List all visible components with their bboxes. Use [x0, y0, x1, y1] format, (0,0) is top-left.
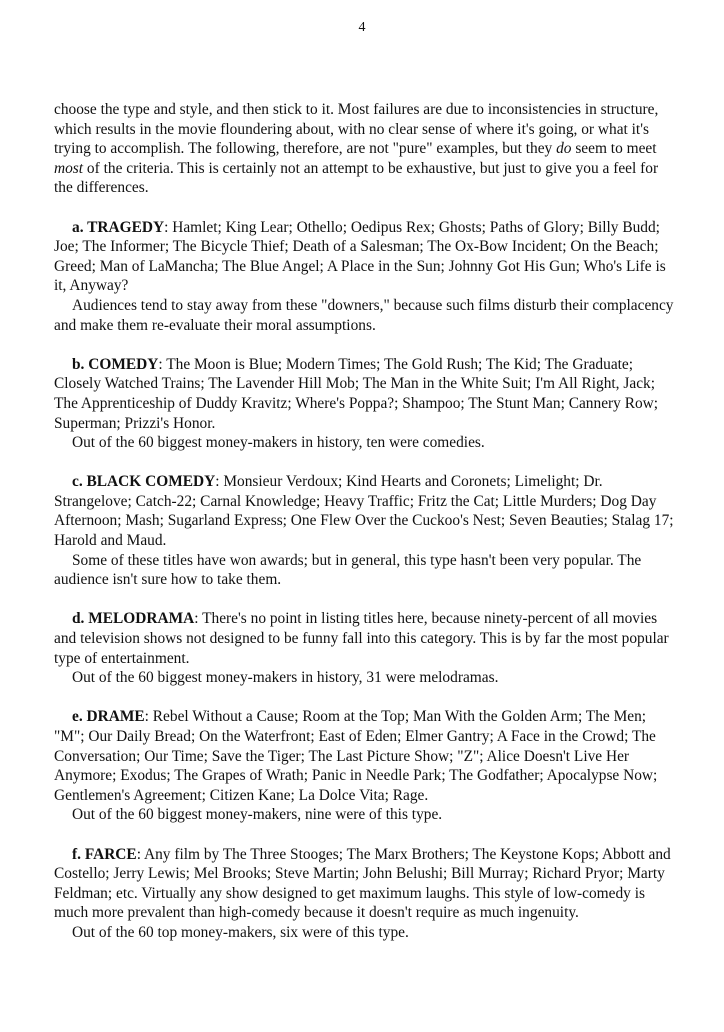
section-melodrama-list: d. MELODRAMA: There's no point in listing titles here, because ninety-percent of all movies and television shows not designed to be funny fall into this category. This is by far the most popular type of entertainment. [54, 610, 669, 667]
section-label: a. TRAGEDY [72, 218, 165, 236]
emphasis-most: most [54, 159, 84, 177]
section-label: f. FARCE [72, 845, 137, 863]
section-tragedy-list: a. TRAGEDY: Hamlet; King Lear; Othello; Oedipus Rex; Ghosts; Paths of Glory; Billy Budd; Joe; The Informer; The Bicycle Thief; Death of a Salesman; The Ox-Bow Incident; On the Beach; Greed; Man of LaMancha; The Blue Angel; A Place in the Sun; Johnny Got His Gun; Who's Life is it, Anyway? [54, 218, 666, 295]
section-label: b. COMEDY [72, 355, 159, 373]
section-tragedy-note: Audiences tend to stay away from these "downers," because such films disturb their complacency and make them re-evaluate their moral assumptions. [54, 296, 674, 334]
section-black-comedy-note: Some of these titles have won awards; but in general, this type hasn't been very popular. The audience isn't sure how to take them. [54, 551, 642, 589]
section-label: e. DRAME [72, 708, 145, 726]
emphasis-do: do [556, 140, 572, 158]
section-comedy-note: Out of the 60 biggest money-makers in history, ten were comedies. [72, 434, 485, 452]
section-drame-list: e. DRAME: Rebel Without a Cause; Room at the Top; Man With the Golden Arm; The Men; "M"; Our Daily Bread; On the Waterfront; East of Eden; Elmer Gantry; A Face in the Crowd; The Conversation; Our Time; Save the Tiger; The Last Picture Show; "Z"; Alice Doesn't Live Her Anymore; Exodus; The Grapes of Wrath; Panic in Needle Park; The Godfather; Apocalypse Now; Gentlemen's Agreement; Citizen Kane; La Dolce Vita; Rage. [54, 708, 658, 804]
section-label: c. BLACK COMEDY [72, 473, 216, 491]
section-black-comedy-list: c. BLACK COMEDY: Monsieur Verdoux; Kind Hearts and Coronets; Limelight; Dr. Strangelove; Catch-22; Carnal Knowledge; Heavy Traffic; Fritz the Cat; Little Murders; Dog Day Afternoon; Mash; Sugarland Express; One Flew Over the Cuckoo's Nest; Seven Beauties; Stalag 17; Harold and Maud. [54, 473, 674, 550]
section-farce-list: f. FARCE: Any film by The Three Stooges; The Marx Brothers; The Keystone Kops; Abbott and Costello; Jerry Lewis; Mel Brooks; Steve Martin; John Belushi; Bill Murray; Richard Pryor; Marty Feldman; etc. Virtually any show designed to get maximum laughs. This style of low-comedy is much more prevalent than high-comedy because it doesn't require as much ingenuity. [54, 845, 671, 922]
document-body [54, 100, 679, 943]
intro-paragraph: choose the type and style, and then stick to it. Most failures are due to inconsistencies in structure, which results in the movie floundering about, with no clear sense of where it's going, or what it's trying to accomplish. The following, therefore, are not "pure" examples, but they do seem to meet most of the criteria. This is certainly not an attempt to be exhaustive, but just to give you a feel for the differences. [54, 101, 659, 197]
section-melodrama-note: Out of the 60 biggest money-makers in history, 31 were melodramas. [72, 669, 499, 687]
section-comedy-list: b. COMEDY: The Moon is Blue; Modern Times; The Gold Rush; The Kid; The Graduate; Closely Watched Trains; The Lavender Hill Mob; The Man in the White Suit; I'm All Right, Jack; The Apprenticeship of Duddy Kravitz; Where's Poppa?; Shampoo; The Stunt Man; Cannery Row; Superman; Prizzi's Honor. [54, 355, 659, 432]
section-farce-note: Out of the 60 top money-makers, six were of this type. [72, 923, 409, 941]
page-number: 4 [358, 20, 366, 35]
section-label: d. MELODRAMA [72, 610, 195, 628]
section-drame-note: Out of the 60 biggest money-makers, nine were of this type. [72, 806, 443, 824]
